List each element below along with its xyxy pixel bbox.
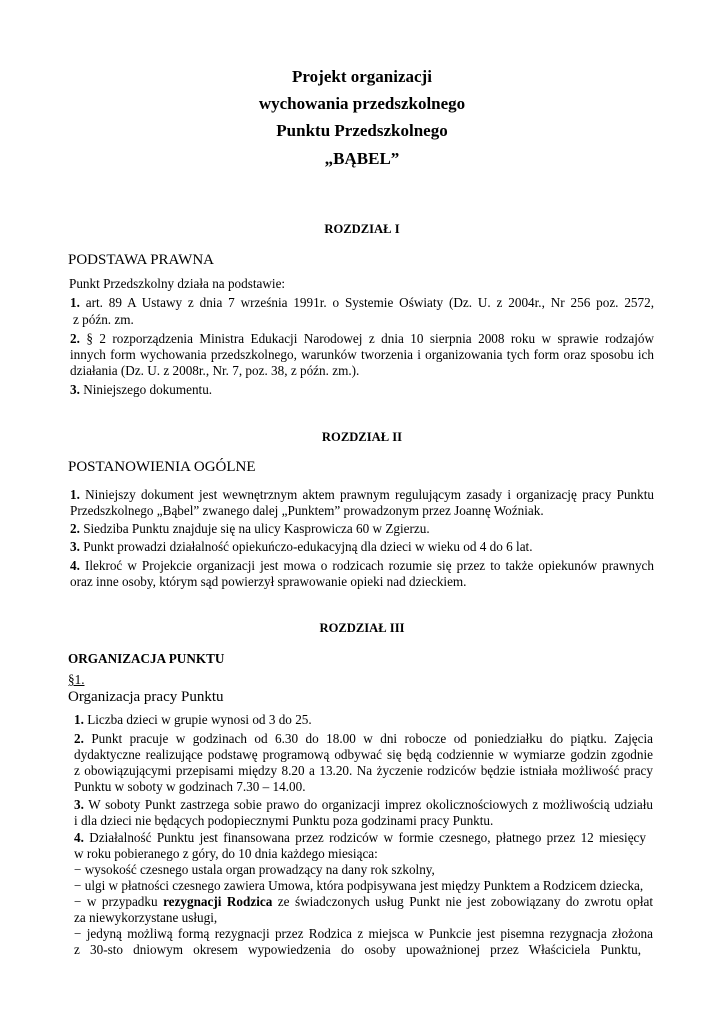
- list-item-continuation: Przedszkolnego „Bąbel” zwanego dalej „Punktem” prowadzonym przez Joannę Woźniak.: [70, 503, 544, 518]
- list-item-continuation: Punktu w soboty w godzinach 7.30 – 14.00.: [74, 779, 306, 794]
- list-item-continuation: działania (Dz. U. z 2008r., Nr. 7, poz. 38, z późn. zm.).: [70, 363, 360, 378]
- chapter-2-section-title: POSTANOWIENIA OGÓLNE: [68, 459, 256, 475]
- list-item: 3. Niniejszego dokumentu.: [70, 382, 213, 397]
- list-item: 1. Niniejszy dokument jest wewnętrznym aktem prawnym regulującym zasady i organizację pracy Punktu: [70, 487, 654, 502]
- chapter-3-subtitle: Organizacja pracy Punktu: [68, 689, 224, 705]
- chapter-2-heading: ROZDZIAŁ II: [321, 430, 403, 444]
- document-title-line-3: Punktu Przedszkolnego: [276, 121, 448, 140]
- dash-list-item-continuation: z 30-sto dniowym okresem wypowiedzenia do osoby upoważnionej przez Właściciela Punktu,: [74, 942, 641, 957]
- paragraph-mark: §1.: [68, 672, 85, 687]
- list-item-continuation: z późn. zm.: [73, 312, 134, 327]
- list-item-continuation: w roku pobieranego z góry, do 10 dnia każdego miesiąca:: [74, 846, 378, 861]
- list-item: 1. Liczba dzieci w grupie wynosi od 3 do 25.: [74, 712, 312, 727]
- dash-list-item: − w przypadku rezygnacji Rodzica ze świadczonych usług Punkt nie jest zobowiązany do zwrotu opłat: [74, 894, 654, 909]
- dash-list-item-continuation: za niewykorzystane usługi,: [74, 910, 218, 925]
- chapter-1-intro: Punkt Przedszkolny działa na podstawie:: [69, 276, 286, 291]
- list-item: 4. Działalność Punktu jest finansowana przez rodziców w formie czesnego, płatnego przez 12 miesięcy: [74, 830, 646, 845]
- list-item: 4. Ilekroć w Projekcie organizacji jest mowa o rodzicach rozumie się przez to także opiekunów prawnych: [70, 558, 655, 573]
- chapter-3-section-title: ORGANIZACJA PUNKTU: [68, 651, 225, 666]
- document-title-line-1: Projekt organizacji: [292, 67, 432, 86]
- list-item-continuation: i dla dzieci nie będących podopiecznymi Punktu poza godzinami pracy Punktu.: [74, 813, 494, 828]
- list-item-continuation: oraz inne osoby, którym sąd powierzył sprawowanie opieki nad dzieckiem.: [70, 574, 467, 589]
- chapter-3-heading: ROZDZIAŁ III: [319, 621, 405, 635]
- chapter-1-section-title: PODSTAWA PRAWNA: [68, 252, 214, 268]
- dash-list-item: − ulgi w płatności czesnego zawiera Umowa, która podpisywana jest między Punktem a Rodzicem dziecka,: [74, 878, 644, 893]
- document-title-line-2: wychowania przedszkolnego: [258, 94, 466, 113]
- list-item-continuation: innych form wychowania przedszkolnego, warunków tworzenia i organizowania tych form oraz sposobu ich: [70, 347, 654, 362]
- document-title-line-4: „BĄBEL”: [324, 149, 400, 168]
- list-item: 3. W soboty Punkt zastrzega sobie prawo do organizacji imprez okolicznościowych z możliwością udziału: [74, 797, 653, 812]
- dash-list-item: − jedyną możliwą formą rezygnacji przez Rodzica z miejsca w Punkcie jest pisemna rezygnacja złożona: [74, 926, 653, 941]
- list-item: 3. Punkt prowadzi działalność opiekuńczo-edukacyjną dla dzieci w wieku od 4 do 6 lat.: [70, 539, 533, 554]
- list-item: 2. Punkt pracuje w godzinach od 6.30 do 18.00 w dni robocze od poniedziałku do piątku. Zajęcia: [74, 731, 654, 746]
- list-item-continuation: z obowiązującymi przepisami między 8.20 a 13.20. Na życzenie rodziców będzie istniała możliwość pracy: [74, 763, 653, 778]
- list-item: 2. Siedziba Punktu znajduje się na ulicy Kasprowicza 60 w Zgierzu.: [70, 521, 430, 536]
- list-item: 2. § 2 rozporządzenia Ministra Edukacji Narodowej z dnia 10 sierpnia 2008 roku w sprawie rodzajów: [70, 331, 655, 346]
- dash-list-item: − wysokość czesnego ustala organ prowadzący na dany rok szkolny,: [74, 862, 435, 877]
- list-item-continuation: dydaktyczne realizujące podstawę programową odbywać się będą codziennie w wymiarze godzin zgodnie: [74, 747, 653, 762]
- list-item: 1. art. 89 A Ustawy z dnia 7 września 1991r. o Systemie Oświaty (Dz. U. z 2004r., Nr 256 poz. 2572,: [70, 295, 655, 310]
- chapter-1-heading: ROZDZIAŁ I: [324, 222, 400, 236]
